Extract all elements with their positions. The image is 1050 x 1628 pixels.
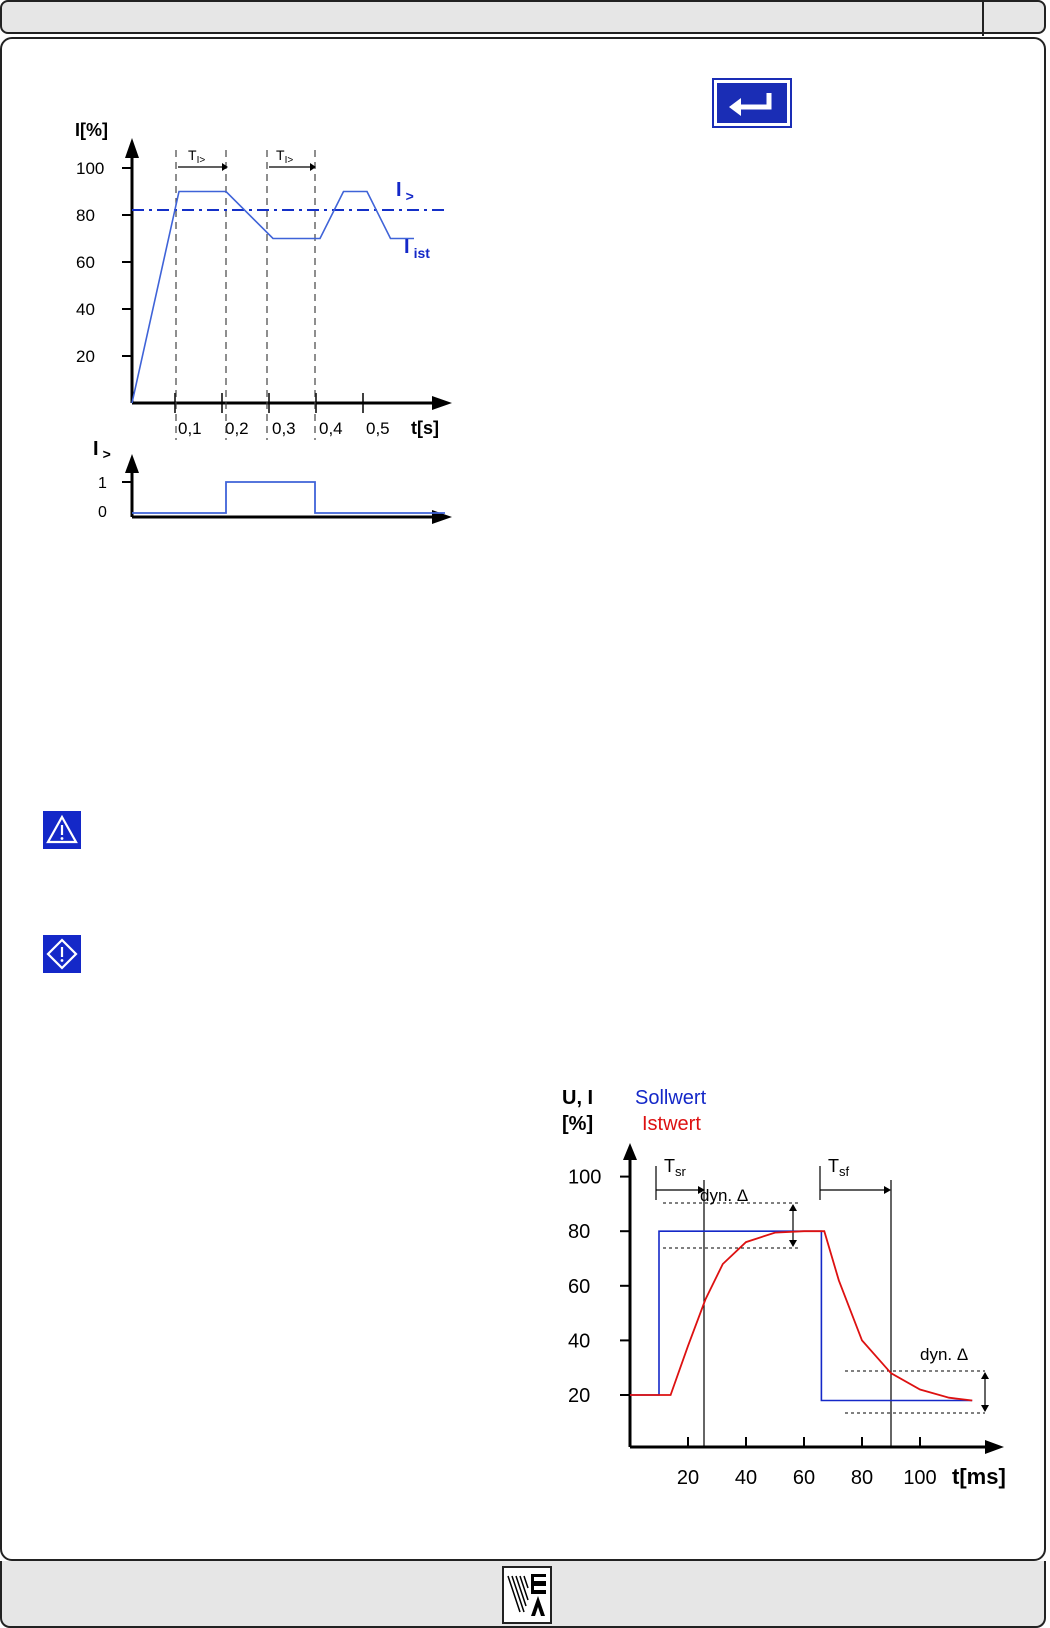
y-tick-label: 100 [568,1166,602,1189]
threshold-signal-chart [60,430,460,530]
current-limit-chart [60,110,460,440]
legend-i-threshold: I $_>$ [396,179,414,204]
y-tick-label: 60 [568,1275,591,1298]
y-axis-label: I[%] [75,120,108,140]
x-tick-label: 40 [734,1467,758,1489]
enter-arrow-glyph [717,83,787,123]
dyn-delta-label: dyn. Δ [700,1186,749,1205]
x-tick-label: 0,4 [319,419,343,438]
x-axis-label: t[ms] [952,1464,1006,1489]
y-tick-label: 80 [568,1221,591,1244]
y-tick-label: 0 [98,504,107,521]
series-i-ist [132,192,414,404]
y-axis-arrow [125,138,139,158]
warning-triangle-icon [43,811,81,849]
y-tick-label: 100 [76,159,105,178]
enter-return-icon [712,78,792,128]
tsr-label: $T_{sr}$ [664,1156,686,1179]
y-tick-label: 80 [76,206,95,225]
x-axis-arrow [432,396,452,410]
y-axis-label: I $_>$ [93,438,111,462]
x-axis-label: t[s] [411,418,439,438]
series-istwert [630,1231,972,1400]
x-tick-label: 100 [903,1467,937,1489]
y-tick-label: 20 [568,1385,591,1407]
step-response-chart [540,1070,1020,1490]
dyn-delta-label: dyn. Δ [920,1345,969,1364]
y-tick-label: 1 [98,475,107,492]
x-tick-label: 0,2 [225,419,249,438]
page-header [0,0,1046,34]
ea-logo-icon [502,1566,552,1624]
x-tick-label: 0,3 [272,419,296,438]
t-interval-label: $T_{I>}$ [188,147,206,166]
series-sollwert [630,1231,972,1400]
x-tick-label: 60 [792,1467,816,1489]
x-tick-label: 0,1 [178,419,202,438]
t-interval-label: $T_{I>}$ [276,147,294,166]
x-tick-label: 0,5 [366,419,390,438]
y-tick-label: 20 [76,347,95,366]
legend-i-ist: I $_{ist}$ [404,236,430,261]
y-axis-label: U, I [562,1087,594,1109]
y-tick-label: 60 [76,253,95,272]
x-tick-label: 80 [850,1467,874,1489]
y-axis-label: [%] [562,1113,594,1135]
legend-istwert: Istwert [642,1113,701,1135]
x-tick-label: 20 [676,1467,700,1489]
note-diamond-icon [43,935,81,973]
series-i-threshold-signal [132,482,445,513]
legend-sollwert: Sollwert [635,1087,707,1109]
header-divider [982,2,984,36]
y-tick-label: 40 [76,300,95,319]
tsf-label: $T_{sf}$ [828,1156,850,1179]
y-tick-label: 40 [568,1330,591,1353]
